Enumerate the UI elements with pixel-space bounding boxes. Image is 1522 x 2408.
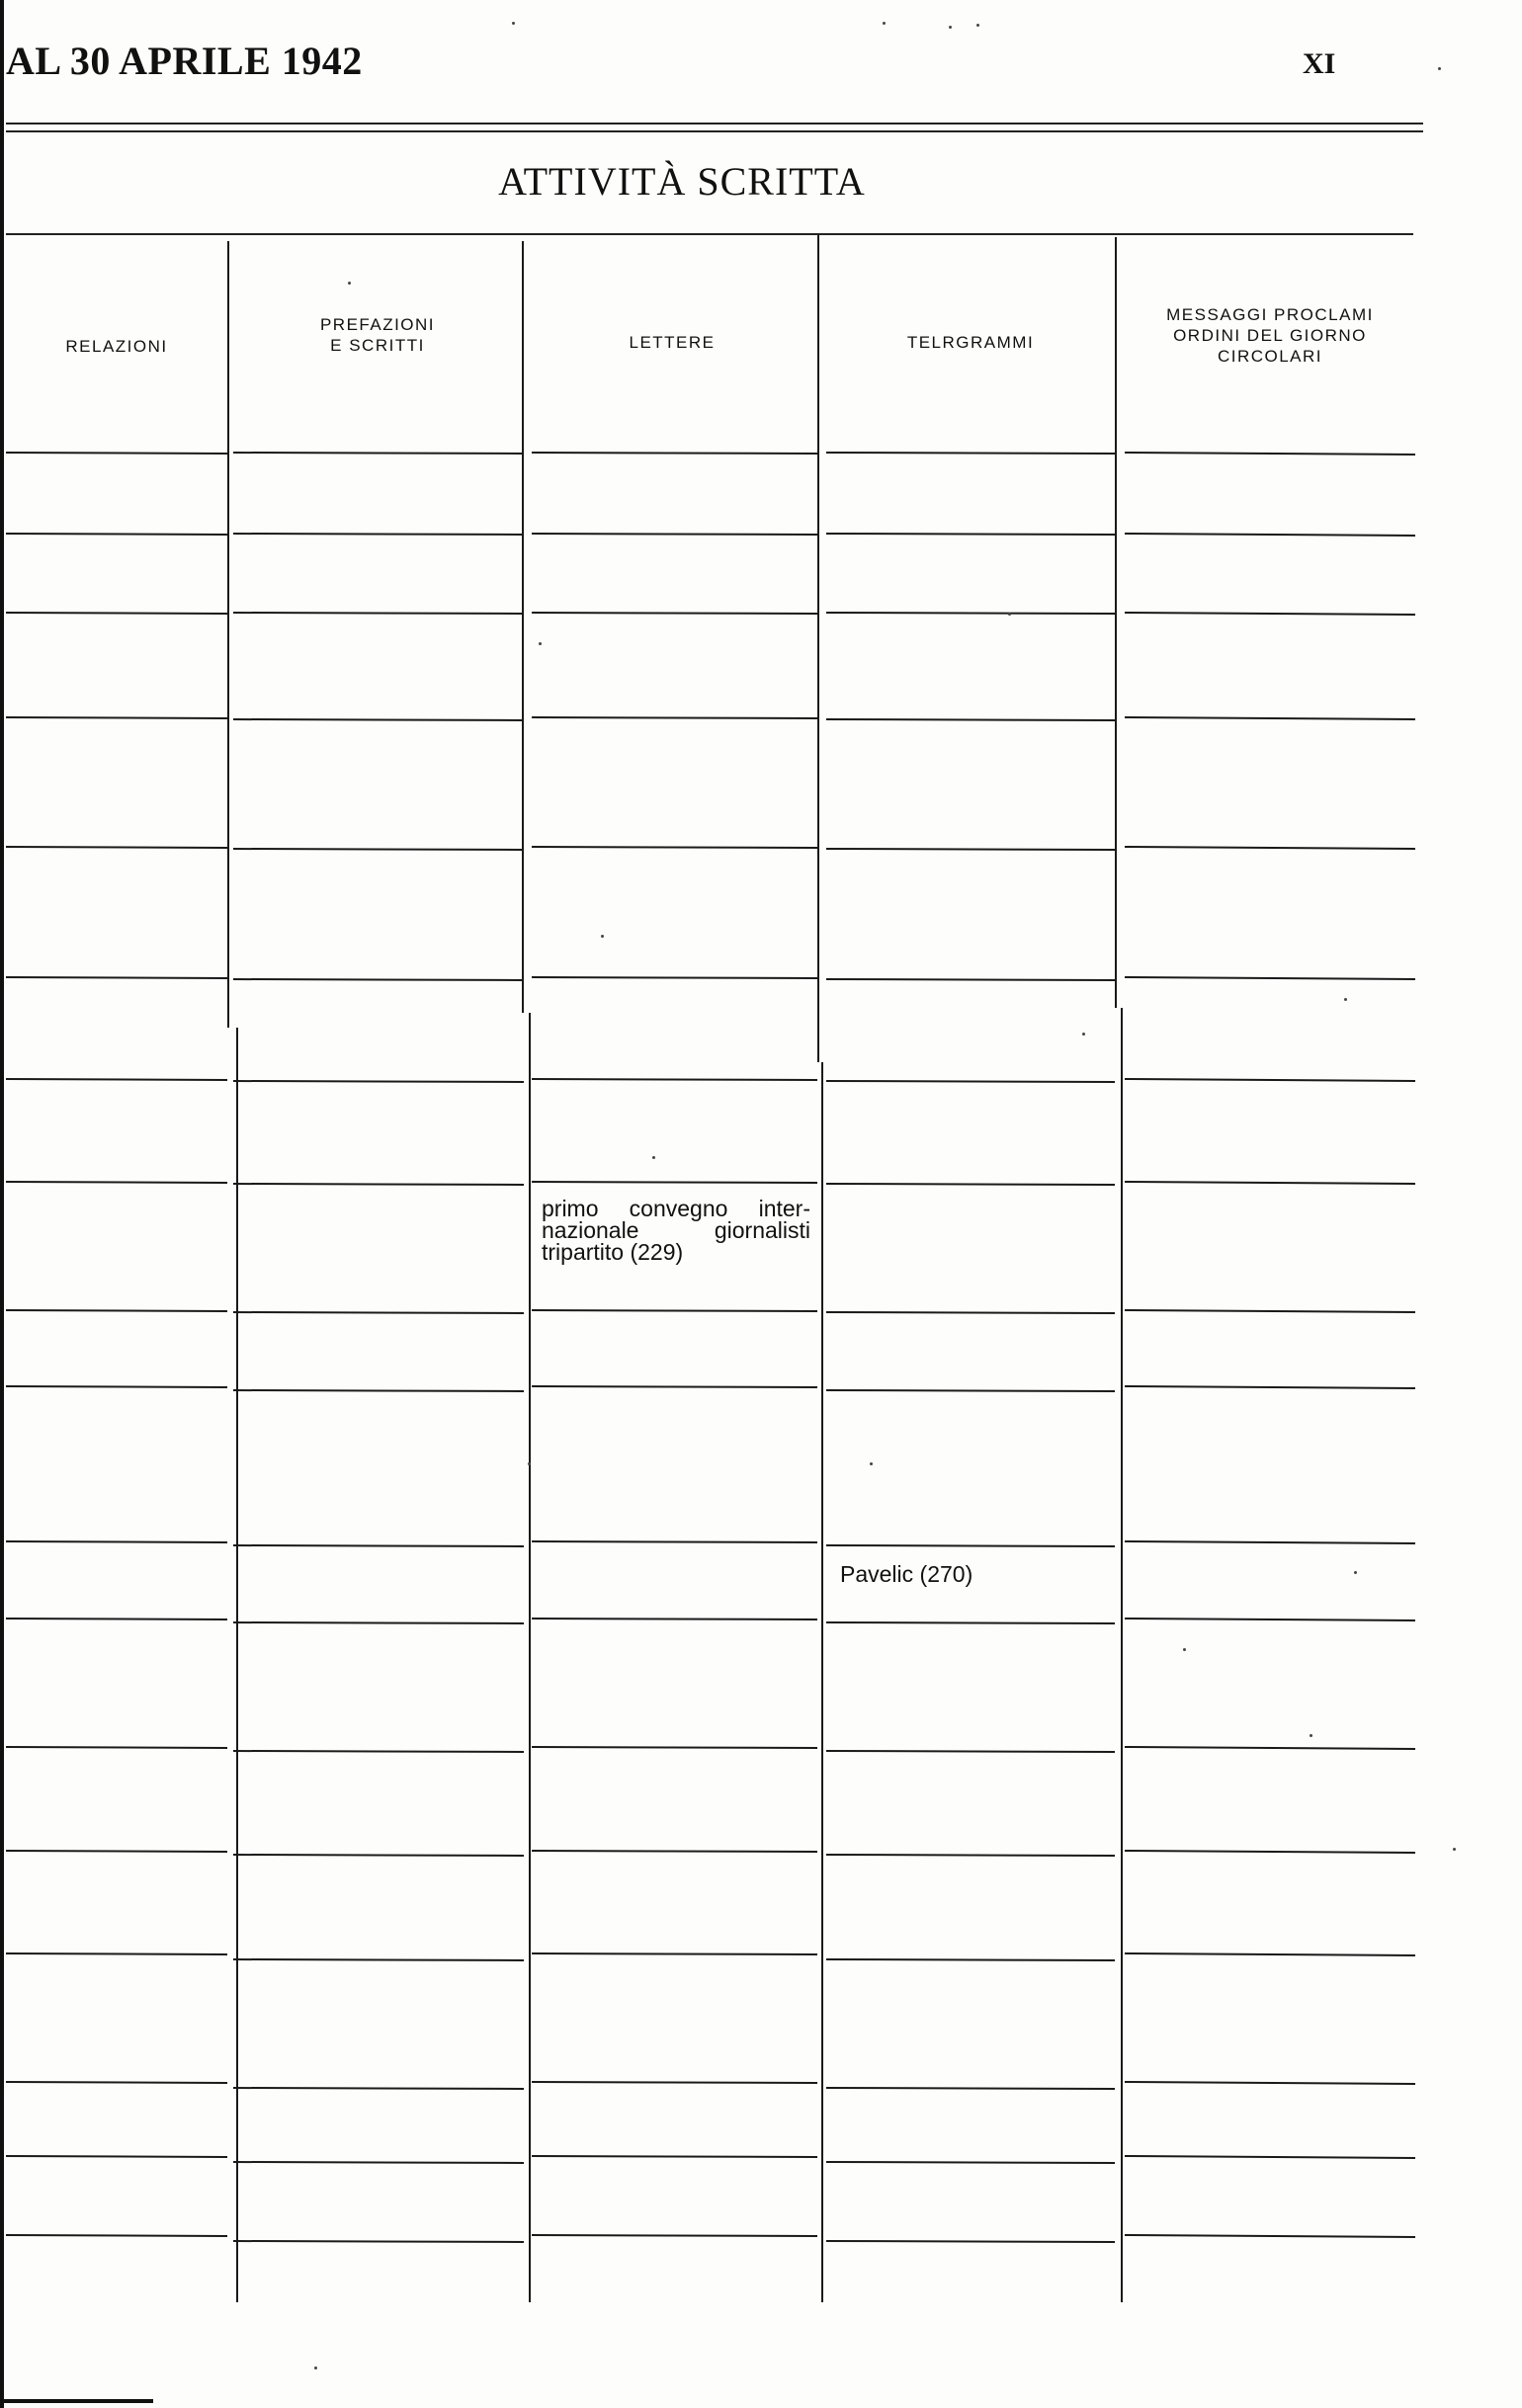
row-divider [6,977,227,978]
running-head-date: AL 30 APRILE 1942 [6,39,363,83]
scan-speck [512,22,515,25]
row-divider [6,1386,227,1387]
row-divider [6,847,227,848]
row-divider [6,534,227,535]
row-divider [1125,1851,1415,1853]
entry-line: nazionale giornalisti [542,1217,810,1243]
row-divider [826,1390,1115,1391]
scan-speck [1082,1033,1085,1036]
row-divider [826,1959,1115,1960]
row-divider [1125,1079,1415,1081]
row-divider [1125,1953,1415,1955]
row-divider [6,2156,227,2157]
column-header-line: MESSAGGI PROCLAMI [1166,305,1374,324]
row-divider [233,613,524,614]
row-divider [1125,613,1415,615]
row-divider [826,1081,1115,1082]
scan-speck [1310,1734,1312,1737]
scan-speck [1453,1848,1456,1851]
row-divider [532,1541,817,1542]
row-divider [6,453,227,454]
column-header-telegrammi [832,332,1109,353]
column-header-line: LETTERE [629,333,716,352]
row-divider [1125,1310,1415,1312]
entry-telegrammi [840,1563,972,1585]
scan-speck [652,1156,655,1159]
column-header-prefazioni [239,314,516,356]
row-divider [826,1545,1115,1546]
column-header-messaggi [1132,304,1408,367]
row-divider [532,1386,817,1387]
row-divider [532,453,817,454]
row-divider [6,1079,227,1080]
row-divider [1125,534,1415,536]
row-divider [1125,2082,1415,2084]
row-divider [1125,2156,1415,2158]
row-divider [6,1182,227,1183]
column-header-line: CIRCOLARI [1217,347,1323,366]
row-divider [532,1747,817,1748]
column-header-relazioni [0,336,255,357]
row-divider [6,2082,227,2083]
row-divider [1125,453,1415,455]
row-divider [233,719,524,720]
row-divider [532,534,817,535]
scan-speck [1438,67,1441,70]
row-divider [6,717,227,718]
row-divider [532,977,817,978]
scan-speck [949,26,952,29]
row-divider [532,1851,817,1852]
row-divider [532,1079,817,1080]
row-divider [532,847,817,848]
row-divider [826,1184,1115,1185]
scan-speck [314,2366,317,2369]
row-divider [233,2162,524,2163]
scan-speck [601,935,604,938]
row-divider [826,2088,1115,2089]
scan-speck [1344,998,1347,1001]
row-divider [6,1851,227,1852]
row-divider [826,719,1115,720]
row-divider [233,1751,524,1752]
row-divider [233,849,524,850]
row-divider [233,1081,524,1082]
row-divider [532,1953,817,1954]
column-header-lettere [534,332,810,353]
row-divider [233,1855,524,1856]
row-divider [233,979,524,980]
row-divider [1125,1182,1415,1184]
entry-line: tripartito (229) [542,1239,684,1265]
row-divider [826,613,1115,614]
page-folio: XI [1303,47,1336,80]
row-divider [1125,2235,1415,2237]
row-divider [1125,1747,1415,1749]
row-divider [532,1182,817,1183]
scan-speck [883,22,886,25]
row-divider [1125,1541,1415,1543]
row-divider [826,2162,1115,2163]
row-divider [233,1622,524,1623]
row-divider [1125,717,1415,719]
row-divider [532,1310,817,1311]
row-divider [6,1310,227,1311]
column-header-line: RELAZIONI [65,337,168,356]
row-divider [6,613,227,614]
row-divider [233,1545,524,1546]
row-divider [826,849,1115,850]
row-divider [1125,1619,1415,1620]
column-header-line: ORDINI DEL GIORNO [1173,326,1367,345]
row-divider [532,2156,817,2157]
row-divider [826,1751,1115,1752]
entry-lettere [542,1198,810,1263]
row-divider [6,1953,227,1954]
row-divider [532,2235,817,2236]
row-divider [233,1959,524,1960]
column-header-line: TELRGRAMMI [906,333,1035,352]
row-divider [826,1312,1115,1313]
row-divider [826,979,1115,980]
row-divider [233,534,524,535]
scan-speck [539,642,542,645]
row-divider [826,1622,1115,1623]
row-divider [826,534,1115,535]
row-divider [532,2082,817,2083]
scan-speck [976,24,979,27]
row-divider [532,613,817,614]
row-divider [233,1390,524,1391]
row-divider [826,453,1115,454]
scan-speck [528,1462,531,1465]
row-divider [233,1312,524,1313]
row-divider [233,2088,524,2089]
row-divider [6,2235,227,2236]
row-divider [1125,1386,1415,1388]
section-title: ATTIVITÀ SCRITTA [498,159,866,204]
scan-speck [1008,613,1011,616]
entry-line: primo convegno inter- [542,1196,810,1221]
entry-line: Pavelic (270) [840,1561,973,1587]
row-divider [1125,847,1415,849]
row-divider [233,2241,524,2242]
row-divider [6,1747,227,1748]
row-divider [1125,977,1415,979]
row-divider [6,1541,227,1542]
scan-speck [1183,1648,1186,1651]
row-divider [826,1855,1115,1856]
row-divider [233,1184,524,1185]
column-header-line: PREFAZIONI [319,315,436,334]
scan-speck [348,282,351,285]
column-header-line: E SCRITTI [330,336,425,355]
row-divider [826,2241,1115,2242]
scan-speck [870,1462,873,1465]
scan-speck [1354,1571,1357,1574]
row-divider [532,717,817,718]
row-divider [233,453,524,454]
